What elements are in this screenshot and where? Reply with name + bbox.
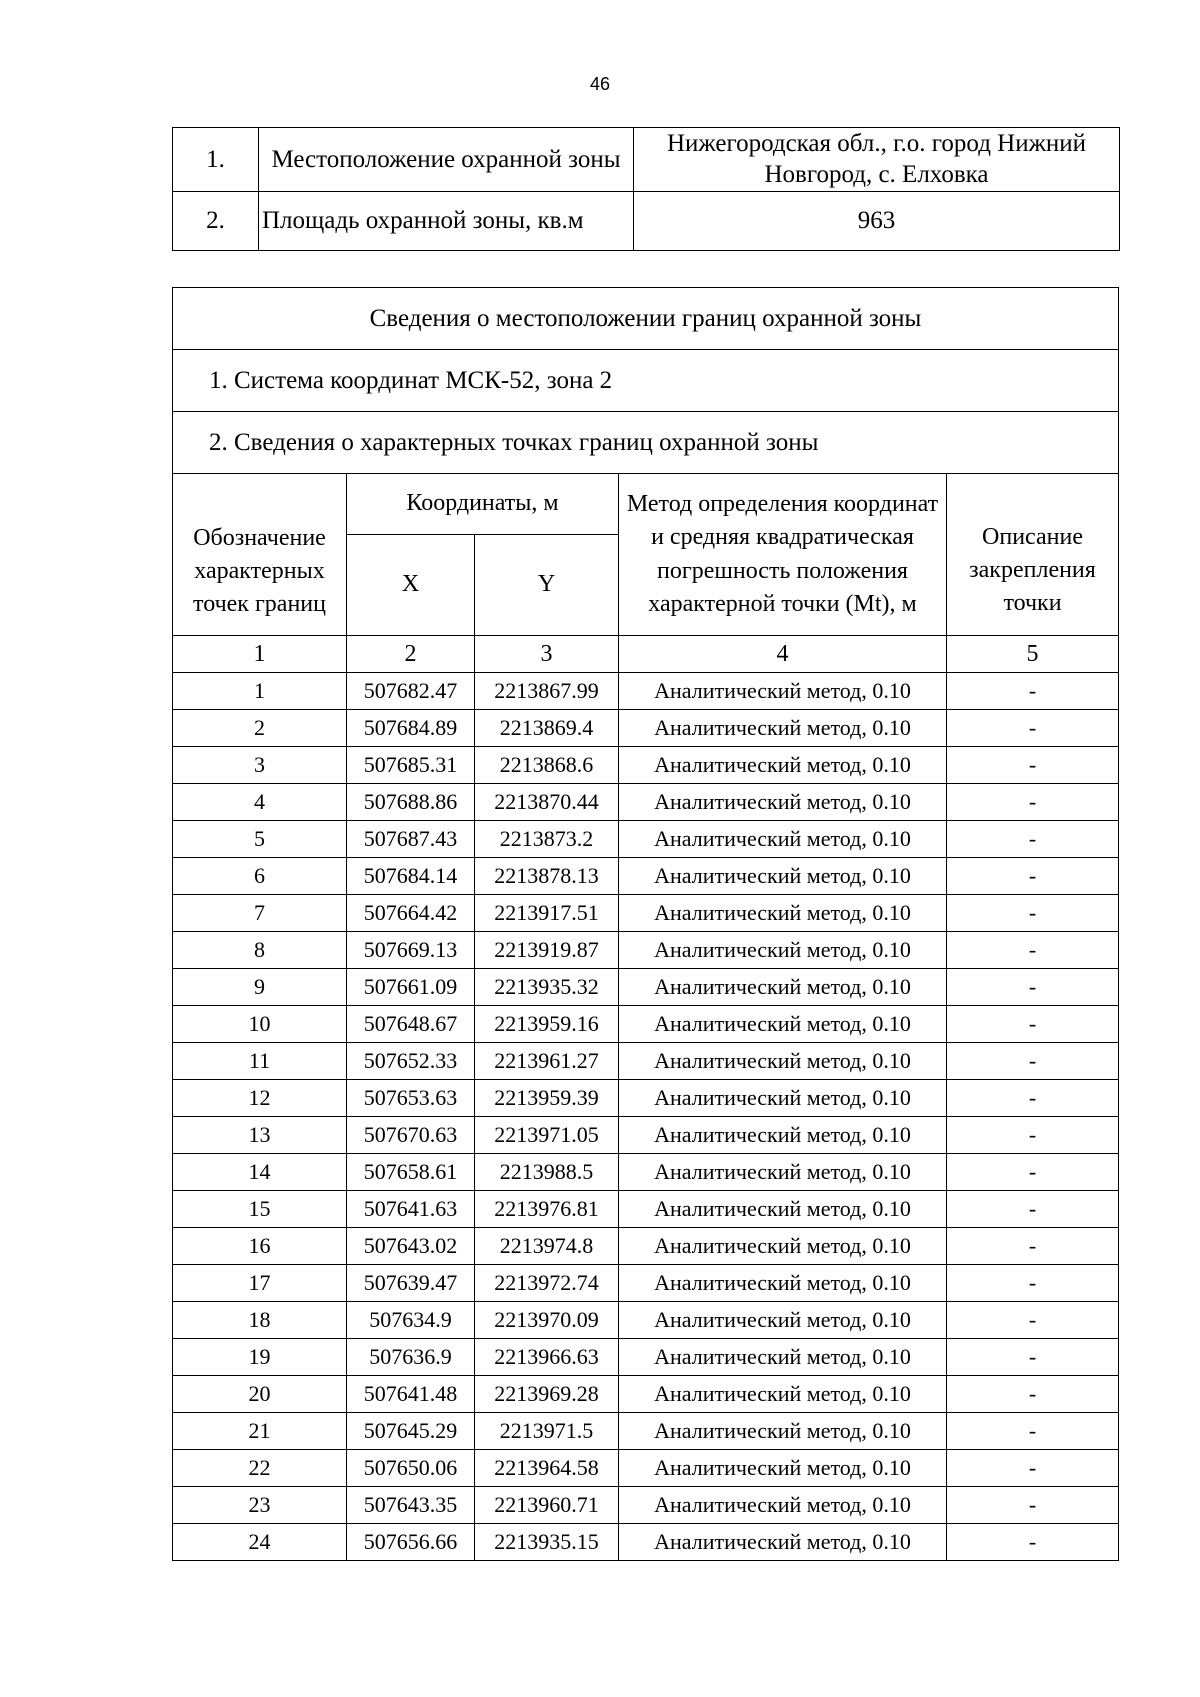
point-y: 2213974.8: [475, 1228, 619, 1265]
boundaries-title: Сведения о местоположении границ охранной зоны: [173, 288, 1119, 350]
point-method: Аналитический метод, 0.10: [619, 1043, 947, 1080]
point-designation: 11: [173, 1043, 347, 1080]
table-row: [173, 1339, 1119, 1376]
point-designation: 2: [173, 710, 347, 747]
point-description: -: [947, 969, 1119, 1006]
point-description: -: [947, 1339, 1119, 1376]
col-header-y: Y: [475, 535, 619, 636]
point-designation: 3: [173, 747, 347, 784]
point-method: Аналитический метод, 0.10: [619, 1117, 947, 1154]
point-designation: 5: [173, 821, 347, 858]
coordinate-system: 1. Система координат МСК-52, зона 2: [173, 350, 1119, 412]
zone-info-table: [172, 127, 1120, 251]
point-designation: 21: [173, 1413, 347, 1450]
point-method: Аналитический метод, 0.10: [619, 673, 947, 710]
point-y: 2213969.28: [475, 1376, 619, 1413]
point-y: 2213976.81: [475, 1191, 619, 1228]
point-x: 507661.09: [347, 969, 475, 1006]
point-method: Аналитический метод, 0.10: [619, 1191, 947, 1228]
point-method: Аналитический метод, 0.10: [619, 1080, 947, 1117]
point-y: 2213960.71: [475, 1487, 619, 1524]
point-designation: 4: [173, 784, 347, 821]
point-x: 507687.43: [347, 821, 475, 858]
table-row: [173, 710, 1119, 747]
point-x: 507658.61: [347, 1154, 475, 1191]
point-x: 507650.06: [347, 1450, 475, 1487]
point-designation: 24: [173, 1524, 347, 1561]
point-description: -: [947, 1043, 1119, 1080]
point-method: Аналитический метод, 0.10: [619, 1524, 947, 1561]
point-y: 2213966.63: [475, 1339, 619, 1376]
table-row: [173, 1413, 1119, 1450]
table-row: [173, 895, 1119, 932]
table-row: [173, 1043, 1119, 1080]
point-y: 2213870.44: [475, 784, 619, 821]
table-row: [173, 932, 1119, 969]
point-y: 2213867.99: [475, 673, 619, 710]
point-description: -: [947, 1080, 1119, 1117]
table-row: [173, 747, 1119, 784]
point-description: -: [947, 784, 1119, 821]
point-designation: 17: [173, 1265, 347, 1302]
point-designation: 23: [173, 1487, 347, 1524]
table-row: [173, 1154, 1119, 1191]
table-row: [173, 1080, 1119, 1117]
info-label: Площадь охранной зоны, кв.м: [259, 191, 634, 250]
table-row: [173, 1376, 1119, 1413]
point-description: -: [947, 895, 1119, 932]
table-row: [173, 969, 1119, 1006]
point-designation: 14: [173, 1154, 347, 1191]
point-y: 2213869.4: [475, 710, 619, 747]
point-description: -: [947, 1154, 1119, 1191]
point-description: -: [947, 1487, 1119, 1524]
column-number: 2: [347, 636, 475, 673]
point-description: -: [947, 747, 1119, 784]
point-method: Аналитический метод, 0.10: [619, 969, 947, 1006]
point-x: 507648.67: [347, 1006, 475, 1043]
info-number: 2.: [173, 191, 259, 250]
point-x: 507685.31: [347, 747, 475, 784]
point-designation: 19: [173, 1339, 347, 1376]
point-y: 2213935.32: [475, 969, 619, 1006]
point-method: Аналитический метод, 0.10: [619, 932, 947, 969]
info-value: 963: [634, 191, 1120, 250]
column-number: 3: [475, 636, 619, 673]
point-x: 507652.33: [347, 1043, 475, 1080]
table-row: [173, 1302, 1119, 1339]
point-designation: 9: [173, 969, 347, 1006]
point-x: 507656.66: [347, 1524, 475, 1561]
table-row: [173, 1191, 1119, 1228]
point-y: 2213878.13: [475, 858, 619, 895]
point-x: 507639.47: [347, 1265, 475, 1302]
info-label: Местоположение охранной зоны: [259, 128, 634, 192]
point-designation: 12: [173, 1080, 347, 1117]
table-row: [173, 1228, 1119, 1265]
points-title: 2. Сведения о характерных точках границ охранной зоны: [173, 412, 1119, 474]
point-description: -: [947, 1302, 1119, 1339]
point-designation: 13: [173, 1117, 347, 1154]
point-description: -: [947, 1117, 1119, 1154]
point-method: Аналитический метод, 0.10: [619, 1413, 947, 1450]
point-method: Аналитический метод, 0.10: [619, 1376, 947, 1413]
point-description: -: [947, 1265, 1119, 1302]
point-x: 507670.63: [347, 1117, 475, 1154]
point-x: 507684.14: [347, 858, 475, 895]
info-number: 1.: [173, 128, 259, 192]
point-y: 2213919.87: [475, 932, 619, 969]
point-designation: 18: [173, 1302, 347, 1339]
col-header-x: X: [347, 535, 475, 636]
point-description: -: [947, 673, 1119, 710]
point-y: 2213988.5: [475, 1154, 619, 1191]
col-header-coordinates: Координаты, м: [347, 474, 619, 535]
point-description: -: [947, 1524, 1119, 1561]
point-description: -: [947, 1228, 1119, 1265]
point-method: Аналитический метод, 0.10: [619, 1006, 947, 1043]
table-row: [173, 1487, 1119, 1524]
point-method: Аналитический метод, 0.10: [619, 784, 947, 821]
point-description: -: [947, 1191, 1119, 1228]
point-y: 2213970.09: [475, 1302, 619, 1339]
point-x: 507688.86: [347, 784, 475, 821]
table-row: [173, 858, 1119, 895]
point-y: 2213917.51: [475, 895, 619, 932]
point-method: Аналитический метод, 0.10: [619, 1302, 947, 1339]
column-number: 1: [173, 636, 347, 673]
point-designation: 15: [173, 1191, 347, 1228]
point-x: 507669.13: [347, 932, 475, 969]
point-x: 507653.63: [347, 1080, 475, 1117]
point-designation: 6: [173, 858, 347, 895]
point-designation: 16: [173, 1228, 347, 1265]
zone-info-row: [173, 191, 1120, 250]
point-x: 507641.48: [347, 1376, 475, 1413]
page-number: 46: [589, 74, 611, 94]
point-method: Аналитический метод, 0.10: [619, 1339, 947, 1376]
point-description: -: [947, 1006, 1119, 1043]
point-y: 2213972.74: [475, 1265, 619, 1302]
point-description: -: [947, 932, 1119, 969]
point-method: Аналитический метод, 0.10: [619, 1154, 947, 1191]
point-x: 507643.02: [347, 1228, 475, 1265]
point-x: 507684.89: [347, 710, 475, 747]
point-y: 2213971.5: [475, 1413, 619, 1450]
point-method: Аналитический метод, 0.10: [619, 1487, 947, 1524]
column-number: 5: [947, 636, 1119, 673]
table-row: [173, 1117, 1119, 1154]
col-header-method: Метод определения координат и средняя квадратическая погрешность положения характерной точки (Mt), м: [619, 474, 947, 636]
point-description: -: [947, 1450, 1119, 1487]
point-description: -: [947, 821, 1119, 858]
point-designation: 8: [173, 932, 347, 969]
column-number-row: [173, 636, 1119, 673]
point-designation: 7: [173, 895, 347, 932]
table-row: [173, 821, 1119, 858]
point-y: 2213971.05: [475, 1117, 619, 1154]
point-y: 2213868.6: [475, 747, 619, 784]
point-y: 2213959.16: [475, 1006, 619, 1043]
point-method: Аналитический метод, 0.10: [619, 858, 947, 895]
point-x: 507645.29: [347, 1413, 475, 1450]
point-description: -: [947, 1413, 1119, 1450]
point-y: 2213959.39: [475, 1080, 619, 1117]
table-row: [173, 673, 1119, 710]
table-row: [173, 784, 1119, 821]
point-method: Аналитический метод, 0.10: [619, 710, 947, 747]
column-number: 4: [619, 636, 947, 673]
info-value: Нижегородская обл., г.о. город Нижний Новгород, с. Елховка: [634, 128, 1120, 192]
point-x: 507643.35: [347, 1487, 475, 1524]
table-row: [173, 1450, 1119, 1487]
point-method: Аналитический метод, 0.10: [619, 747, 947, 784]
point-designation: 22: [173, 1450, 347, 1487]
point-y: 2213935.15: [475, 1524, 619, 1561]
point-y: 2213964.58: [475, 1450, 619, 1487]
point-designation: 1: [173, 673, 347, 710]
point-method: Аналитический метод, 0.10: [619, 1450, 947, 1487]
point-x: 507682.47: [347, 673, 475, 710]
boundary-points-table: [172, 287, 1119, 1561]
point-y: 2213961.27: [475, 1043, 619, 1080]
point-designation: 10: [173, 1006, 347, 1043]
point-x: 507634.9: [347, 1302, 475, 1339]
point-x: 507641.63: [347, 1191, 475, 1228]
table-row: [173, 1265, 1119, 1302]
table-row: [173, 1524, 1119, 1561]
point-method: Аналитический метод, 0.10: [619, 1228, 947, 1265]
point-method: Аналитический метод, 0.10: [619, 895, 947, 932]
point-description: -: [947, 710, 1119, 747]
point-description: -: [947, 858, 1119, 895]
point-x: 507636.9: [347, 1339, 475, 1376]
point-designation: 20: [173, 1376, 347, 1413]
col-header-description: Описание закрепления точки: [947, 474, 1119, 636]
point-x: 507664.42: [347, 895, 475, 932]
zone-info-row: [173, 128, 1120, 192]
point-y: 2213873.2: [475, 821, 619, 858]
point-method: Аналитический метод, 0.10: [619, 1265, 947, 1302]
col-header-designation: Обозначение характерных точек границ: [173, 474, 347, 636]
table-row: [173, 1006, 1119, 1043]
point-description: -: [947, 1376, 1119, 1413]
point-method: Аналитический метод, 0.10: [619, 821, 947, 858]
